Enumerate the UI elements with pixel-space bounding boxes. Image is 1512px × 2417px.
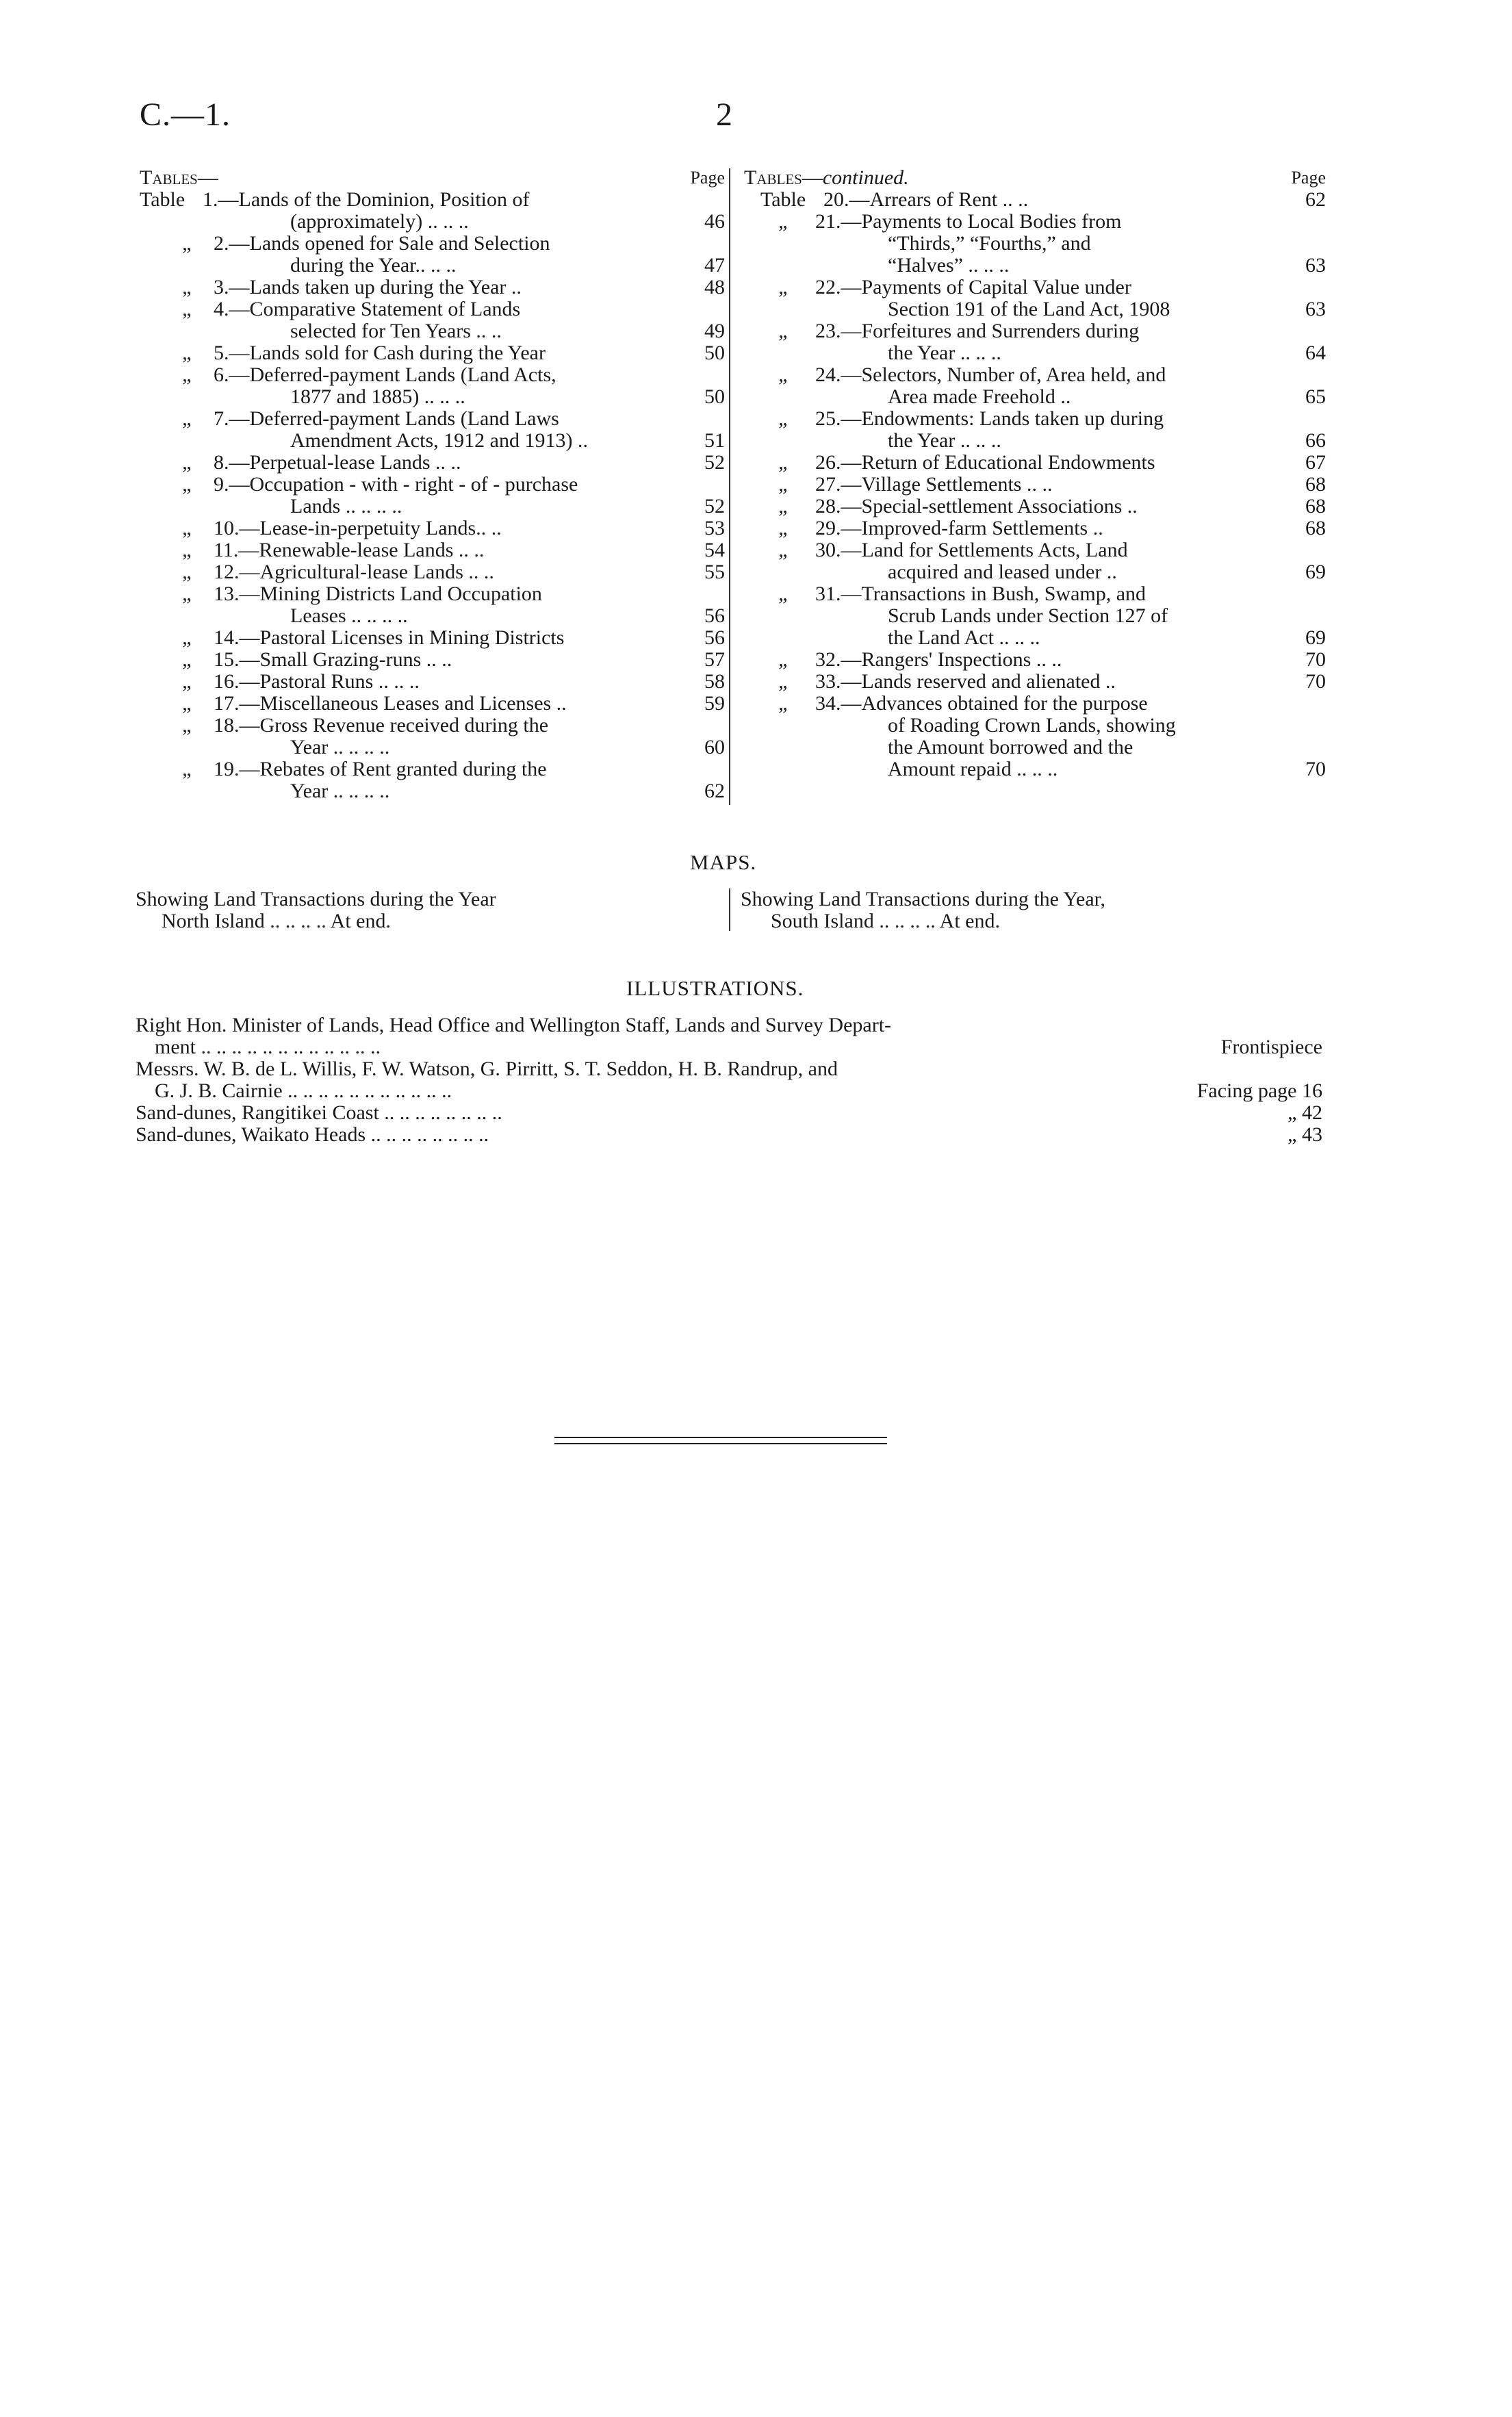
entry-page: 69	[1305, 626, 1326, 649]
column-divider	[729, 168, 730, 805]
entry-title: 16.—Pastoral Runs .. .. ..	[214, 670, 420, 693]
entry-title-cont: acquired and leased under ..	[888, 561, 1117, 583]
entry-page: 50	[704, 342, 725, 364]
illustration-page: Frontispiece	[1220, 1036, 1322, 1058]
table-entry	[744, 583, 1326, 649]
rule-bottom	[554, 1443, 887, 1444]
entry-mark: „	[182, 451, 194, 474]
entry-title: 21.—Payments to Local Bodies from	[815, 210, 1122, 233]
illustration-title-cont: ment .. .. .. .. .. .. .. .. .. .. .. ..	[155, 1036, 381, 1058]
entry-mark: „	[182, 692, 194, 715]
table-entry	[744, 693, 1326, 780]
entry-mark: „	[182, 714, 194, 737]
maps-left-line2: North Island .. .. .. .. At end.	[162, 910, 391, 932]
entry-page: 66	[1305, 429, 1326, 452]
entry-mark: „	[182, 539, 194, 561]
entry-page: 70	[1305, 670, 1326, 693]
entry-mark: „	[778, 320, 790, 342]
entry-page: 62	[704, 780, 725, 802]
entry-title-cont: (approximately) .. .. ..	[290, 210, 469, 233]
entry-title-cont: Year .. .. .. ..	[290, 736, 390, 758]
entry-title-cont: 1877 and 1885) .. .. ..	[290, 385, 465, 408]
entry-mark: „	[778, 495, 790, 517]
entry-mark: „	[778, 451, 790, 474]
entry-page: 56	[704, 626, 725, 649]
table-entry	[744, 452, 1326, 474]
entry-page: 60	[704, 736, 725, 758]
entry-title: 5.—Lands sold for Cash during the Year	[214, 342, 546, 364]
left-heading: Tables—	[140, 166, 218, 189]
illustration-page: „ 43	[1287, 1123, 1322, 1146]
rule-top	[554, 1437, 887, 1438]
table-entry	[140, 364, 725, 408]
table-entry	[140, 715, 725, 758]
illustrations-title: ILLUSTRATIONS.	[626, 976, 804, 1000]
entry-page: 46	[704, 210, 725, 233]
entry-mark: „	[778, 692, 790, 715]
entry-mark: „	[778, 473, 790, 496]
entry-title-cont: “Halves” .. .. ..	[888, 254, 1010, 277]
entry-mark: „	[182, 648, 194, 671]
entry-title: 27.—Village Settlements .. ..	[815, 473, 1053, 496]
entry-page: 59	[704, 692, 725, 715]
table-entry	[140, 561, 725, 583]
entry-mark: „	[182, 407, 194, 430]
maps-divider	[729, 888, 730, 931]
right-heading-continued: continued.	[822, 166, 909, 189]
table-entry	[140, 539, 725, 561]
entry-title: 31.—Transactions in Bush, Swamp, and	[815, 583, 1146, 605]
entry-mark: „	[778, 517, 790, 539]
table-entry	[744, 189, 1326, 211]
entry-mark: „	[182, 583, 194, 605]
right-rows	[744, 189, 1326, 780]
maps-right-line1: Showing Land Transactions during the Year,	[741, 888, 1105, 910]
entry-title: 25.—Endowments: Lands taken up during	[815, 407, 1164, 430]
entry-title: 12.—Agricultural-lease Lands .. ..	[214, 561, 494, 583]
entry-title: 33.—Lands reserved and alienated ..	[815, 670, 1116, 693]
right-heading-row	[744, 167, 1326, 189]
entry-page: 58	[704, 670, 725, 693]
entry-title-cont: Amendment Acts, 1912 and 1913) ..	[290, 429, 588, 452]
entry-title-cont: the Year .. .. ..	[888, 342, 1001, 364]
entry-mark: „	[778, 648, 790, 671]
table-entry	[140, 671, 725, 693]
entry-page: 57	[704, 648, 725, 671]
entry-mark: „	[182, 363, 194, 386]
entry-title: 32.—Rangers' Inspections .. ..	[815, 648, 1062, 671]
entry-page: 54	[704, 539, 725, 561]
page-number: 2	[716, 97, 732, 133]
entry-title: 30.—Land for Settlements Acts, Land	[815, 539, 1128, 561]
entry-page: 64	[1305, 342, 1326, 364]
table-entry	[744, 496, 1326, 517]
table-entry	[140, 649, 725, 671]
illustration-title: Sand-dunes, Waikato Heads .. .. .. .. .. .. .. ..	[136, 1123, 489, 1146]
entry-mark: „	[182, 342, 194, 364]
table-entry	[744, 364, 1326, 408]
entry-mark: „	[182, 473, 194, 496]
entry-mark: Table	[140, 188, 185, 211]
entry-mark: „	[182, 517, 194, 539]
entry-mark: „	[778, 210, 790, 233]
entry-title: 9.—Occupation - with - right - of - purchase	[214, 473, 578, 496]
entry-page: 50	[704, 385, 725, 408]
maps-right-line2: South Island .. .. .. .. At end.	[771, 910, 1000, 932]
entry-title-cont: the Amount borrowed and the	[888, 736, 1133, 758]
entry-page: 49	[704, 320, 725, 342]
entry-mark: „	[182, 561, 194, 583]
table-entry	[744, 277, 1326, 320]
maps-title: MAPS.	[690, 850, 757, 874]
table-entry	[140, 583, 725, 627]
illustration-title: Messrs. W. B. de L. Willis, F. W. Watson, G. Pirritt, S. T. Seddon, H. B. Randrup, and	[136, 1058, 838, 1080]
entry-title: 14.—Pastoral Licenses in Mining Districts	[214, 626, 565, 649]
entry-mark: „	[182, 626, 194, 649]
entry-title: 15.—Small Grazing-runs .. ..	[214, 648, 452, 671]
entry-page: 48	[704, 276, 725, 298]
table-entry	[140, 452, 725, 474]
entry-title: 22.—Payments of Capital Value under	[815, 276, 1131, 298]
table-entry	[140, 342, 725, 364]
entry-title-cont: of Roading Crown Lands, showing	[888, 714, 1176, 737]
entry-mark: „	[182, 670, 194, 693]
table-entry	[140, 277, 725, 298]
left-rows	[140, 189, 725, 802]
entry-title: 6.—Deferred-payment Lands (Land Acts,	[214, 363, 556, 386]
entry-page: 55	[704, 561, 725, 583]
entry-title: 28.—Special-settlement Associations ..	[815, 495, 1138, 517]
table-entry	[744, 320, 1326, 364]
entry-mark: „	[182, 232, 194, 255]
entry-mark: „	[778, 363, 790, 386]
entry-page: 70	[1305, 648, 1326, 671]
entry-title-cont: the Land Act .. .. ..	[888, 626, 1040, 649]
entry-title-cont: selected for Ten Years .. ..	[290, 320, 502, 342]
right-heading-label: Tables—	[744, 166, 823, 189]
table-entry	[140, 693, 725, 715]
table-entry	[744, 539, 1326, 583]
entry-title-cont: Lands .. .. .. ..	[290, 495, 402, 517]
right-contents-column	[744, 167, 1326, 810]
entry-title-cont: Scrub Lands under Section 127 of	[888, 604, 1168, 627]
illustration-page: „ 42	[1287, 1101, 1322, 1124]
entry-page: 56	[704, 604, 725, 627]
table-entry	[140, 758, 725, 802]
table-entry	[744, 671, 1326, 693]
entry-page: 63	[1305, 298, 1326, 320]
entry-title: 4.—Comparative Statement of Lands	[214, 298, 521, 320]
entry-page: 65	[1305, 385, 1326, 408]
entry-page: 52	[704, 495, 725, 517]
left-page-label: Page	[690, 168, 725, 188]
entry-page: 53	[704, 517, 725, 539]
entry-page: 52	[704, 451, 725, 474]
entry-title: 2.—Lands opened for Sale and Selection	[214, 232, 550, 255]
table-entry	[744, 408, 1326, 452]
entry-title: 24.—Selectors, Number of, Area held, and	[815, 363, 1166, 386]
entry-page: 68	[1305, 495, 1326, 517]
entry-title: 34.—Advances obtained for the purpose	[815, 692, 1148, 715]
table-entry	[140, 408, 725, 452]
entry-title: 10.—Lease-in-perpetuity Lands.. ..	[214, 517, 502, 539]
entry-page: 68	[1305, 517, 1326, 539]
illustration-page: Facing page 16	[1196, 1079, 1322, 1102]
right-page-label: Page	[1291, 168, 1326, 188]
entry-mark: „	[778, 539, 790, 561]
entry-title: 26.—Return of Educational Endowments	[815, 451, 1155, 474]
entry-title-cont: Area made Freehold ..	[888, 385, 1071, 408]
maps-left-line1: Showing Land Transactions during the Year	[136, 888, 496, 910]
entry-title: 17.—Miscellaneous Leases and Licenses ..	[214, 692, 567, 715]
entry-page: 69	[1305, 561, 1326, 583]
entry-title: 19.—Rebates of Rent granted during the	[214, 758, 547, 780]
table-entry	[140, 474, 725, 517]
entry-page: 63	[1305, 254, 1326, 277]
illustration-title-cont: G. J. B. Cairnie .. .. .. .. .. .. .. .. .. .. ..	[155, 1079, 452, 1102]
entry-page: 62	[1305, 188, 1326, 211]
left-contents-column	[140, 167, 725, 810]
entry-title-cont: during the Year.. .. ..	[290, 254, 457, 277]
entry-title: 13.—Mining Districts Land Occupation	[214, 583, 542, 605]
entry-page: 68	[1305, 473, 1326, 496]
entry-mark: „	[182, 758, 194, 780]
table-entry	[744, 211, 1326, 277]
table-entry	[744, 649, 1326, 671]
entry-title-cont: Leases .. .. .. ..	[290, 604, 408, 627]
entry-title-cont: the Year .. .. ..	[888, 429, 1001, 452]
entry-mark: „	[182, 276, 194, 298]
entry-title: 8.—Perpetual-lease Lands .. ..	[214, 451, 461, 474]
entry-page: 70	[1305, 758, 1326, 780]
entry-title-cont: Year .. .. .. ..	[290, 780, 390, 802]
table-entry	[744, 517, 1326, 539]
entry-title: 11.—Renewable-lease Lands .. ..	[214, 539, 485, 561]
table-entry	[140, 627, 725, 649]
entry-page: 51	[704, 429, 725, 452]
illustration-title: Sand-dunes, Rangitikei Coast .. .. .. .. .. .. .. ..	[136, 1101, 502, 1124]
entry-page: 47	[704, 254, 725, 277]
table-entry	[140, 517, 725, 539]
entry-mark: „	[778, 583, 790, 605]
entry-title: 29.—Improved-farm Settlements ..	[815, 517, 1103, 539]
entry-page: 67	[1305, 451, 1326, 474]
entry-title-cont: Section 191 of the Land Act, 1908	[888, 298, 1170, 320]
table-entry	[140, 233, 725, 277]
table-entry	[140, 189, 725, 233]
entry-title-cont: Amount repaid .. .. ..	[888, 758, 1058, 780]
entry-title: 20.—Arrears of Rent .. ..	[823, 188, 1029, 211]
right-heading	[744, 167, 909, 189]
entry-title: 18.—Gross Revenue received during the	[214, 714, 549, 737]
entry-mark: „	[778, 407, 790, 430]
table-entry	[744, 474, 1326, 496]
left-heading-row	[140, 167, 725, 189]
entry-title: 3.—Lands taken up during the Year ..	[214, 276, 522, 298]
entry-title-cont: “Thirds,” “Fourths,” and	[888, 232, 1091, 255]
illustration-title: Right Hon. Minister of Lands, Head Office and Wellington Staff, Lands and Survey Depart-	[136, 1014, 892, 1036]
entry-mark: „	[778, 670, 790, 693]
entry-title: 1.—Lands of the Dominion, Position of	[203, 188, 530, 211]
entry-mark: „	[778, 276, 790, 298]
entry-mark: „	[182, 298, 194, 320]
entry-mark: Table	[760, 188, 806, 211]
entry-title: 7.—Deferred-payment Lands (Land Laws	[214, 407, 559, 430]
entry-title: 23.—Forfeitures and Surrenders during	[815, 320, 1140, 342]
table-entry	[140, 298, 725, 342]
document-code: C.—1.	[140, 97, 231, 133]
